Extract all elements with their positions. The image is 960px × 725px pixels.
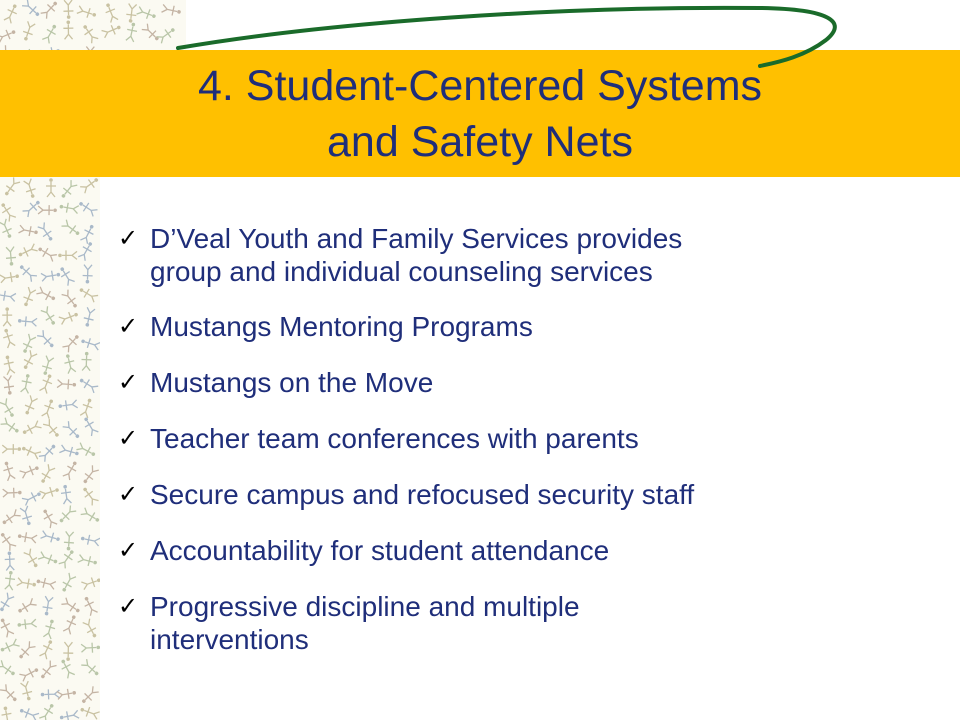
pattern-figure — [20, 443, 41, 460]
pattern-figure — [136, 6, 157, 22]
pattern-figure — [81, 352, 92, 371]
pattern-figure — [17, 577, 37, 590]
bullet-line: Progressive discipline and multiple — [150, 591, 580, 622]
bullet-text — [150, 222, 918, 288]
pattern-figure — [77, 240, 95, 261]
pattern-figure — [40, 0, 60, 19]
pattern-figure — [0, 706, 13, 720]
bullet-item — [118, 366, 918, 400]
pattern-figure — [61, 597, 82, 616]
pattern-figure — [62, 614, 79, 635]
pattern-figure — [62, 420, 82, 440]
pattern-figure — [63, 20, 73, 39]
pattern-figure — [81, 575, 100, 591]
pattern-figure — [81, 415, 99, 436]
pattern-figure — [80, 23, 99, 44]
pattern-figure — [59, 709, 79, 720]
bullet-line: interventions — [150, 624, 309, 655]
pattern-figure — [82, 265, 93, 284]
pattern-figure — [63, 531, 74, 550]
pattern-figure — [0, 218, 15, 239]
pattern-figure — [36, 330, 56, 351]
pattern-figure — [79, 704, 100, 720]
pattern-figure — [58, 399, 78, 412]
pattern-figure — [0, 417, 21, 436]
pattern-figure — [0, 530, 17, 551]
pattern-figure — [40, 306, 58, 327]
pattern-figure — [60, 484, 73, 504]
pattern-figure — [4, 551, 15, 570]
pattern-figure — [2, 444, 21, 454]
pattern-figure — [1, 327, 16, 348]
pattern-figure — [125, 22, 139, 42]
pattern-figure — [17, 262, 38, 282]
pattern-figure — [40, 530, 61, 545]
page-title — [0, 58, 960, 170]
pattern-figure — [1, 460, 16, 481]
pattern-figure — [79, 223, 96, 244]
pattern-figure — [2, 177, 21, 198]
pattern-figure — [103, 2, 119, 23]
pattern-figure — [16, 641, 36, 662]
pattern-figures-top — [100, 0, 186, 50]
pattern-figure — [59, 201, 79, 214]
pattern-figure — [58, 309, 79, 325]
pattern-figure — [42, 618, 57, 639]
bullet-list — [118, 222, 918, 678]
pattern-figure — [63, 353, 77, 374]
bullet-item — [118, 590, 918, 656]
pattern-figure — [81, 658, 100, 678]
pattern-figure — [35, 576, 56, 590]
pattern-figure — [39, 485, 60, 500]
pattern-figure — [58, 250, 77, 260]
pattern-figure — [58, 180, 78, 201]
pattern-figure — [101, 22, 122, 39]
pattern-figure — [20, 350, 38, 371]
bullet-line: D’Veal Youth and Family Services provides — [150, 223, 683, 254]
check-mark-icon: ✓ — [118, 481, 139, 508]
pattern-figure — [141, 23, 161, 43]
pattern-figure — [21, 21, 37, 42]
bullet-text: Mustangs Mentoring Programs — [150, 311, 533, 342]
bullet-text: Secure campus and refocused security staff — [150, 479, 695, 510]
pattern-figure — [80, 465, 99, 486]
pattern-figure — [0, 592, 15, 613]
pattern-figure — [0, 398, 17, 419]
pattern-figure — [78, 375, 99, 393]
pattern-figure — [156, 25, 177, 44]
pattern-figure — [36, 286, 57, 304]
pattern-figure — [21, 287, 37, 308]
pattern-figure — [21, 0, 42, 19]
pattern-figure — [20, 333, 37, 354]
pattern-figure — [19, 463, 40, 479]
pattern-figure — [61, 289, 80, 310]
bullet-item — [118, 478, 918, 512]
pattern-figure — [76, 442, 97, 460]
pattern-figure — [36, 244, 57, 262]
pattern-figure — [82, 618, 100, 639]
pattern-figure — [0, 290, 16, 303]
pattern-figure — [16, 597, 37, 615]
pattern-figure — [58, 548, 77, 569]
pattern-figure — [58, 658, 76, 679]
pattern-figure — [79, 397, 95, 418]
pattern-figure — [17, 531, 37, 544]
pattern-figure — [39, 638, 56, 659]
pattern-figure — [0, 617, 15, 638]
pattern-figure — [19, 506, 34, 527]
pattern-figure — [79, 686, 99, 706]
pattern-figure — [23, 178, 38, 199]
pattern-figure — [57, 379, 76, 390]
pattern-figure — [61, 219, 82, 238]
pattern-figure — [46, 178, 56, 197]
pattern-figure — [80, 507, 100, 525]
pattern-figure — [77, 199, 98, 218]
bullet-text: Accountability for student attendance — [150, 535, 610, 566]
pattern-figure — [77, 554, 98, 568]
bullet-text: Teacher team conferences with parents — [150, 423, 639, 454]
pattern-figure — [18, 224, 38, 237]
check-mark-icon: ✓ — [118, 593, 139, 620]
pattern-figure — [0, 27, 17, 44]
pattern-figure — [3, 3, 20, 24]
title-line-1: 4. Student-Centered Systems — [197, 62, 763, 110]
pattern-figure — [59, 444, 80, 459]
pattern-figure — [4, 570, 16, 590]
pattern-figure — [2, 355, 16, 375]
pattern-figure — [57, 688, 77, 701]
pattern-figure — [41, 689, 60, 700]
pattern-figure — [3, 487, 22, 498]
pattern-figure — [17, 618, 37, 630]
pattern-figure — [41, 269, 61, 282]
pattern-figure — [125, 3, 137, 23]
pattern-figure — [40, 355, 55, 376]
pattern-figure — [62, 332, 82, 353]
pattern-figure — [59, 572, 77, 593]
pattern-figure — [82, 307, 96, 328]
pattern-figure — [0, 271, 20, 284]
pattern-figure — [18, 705, 39, 720]
pattern-figure — [5, 246, 17, 266]
pattern-figure — [77, 285, 98, 303]
pattern-figure — [42, 419, 62, 440]
pattern-figure — [19, 665, 40, 682]
bullet-line: group and individual counseling services — [150, 256, 653, 287]
check-mark-icon: ✓ — [118, 425, 139, 452]
pattern-figure — [2, 375, 15, 395]
pattern-figure — [38, 464, 56, 485]
bullet-item — [118, 422, 918, 456]
pattern-figure — [0, 508, 21, 527]
pattern-figure — [0, 201, 17, 222]
pattern-figure — [38, 442, 58, 463]
bullet-text — [150, 590, 918, 656]
pattern-figure — [81, 595, 98, 616]
pattern-figure — [21, 420, 42, 438]
pattern-figure — [57, 505, 77, 525]
bullet-item — [118, 534, 918, 568]
pattern-figure — [81, 642, 100, 653]
check-mark-icon: ✓ — [118, 537, 139, 564]
title-line-2: and Safety Nets — [327, 118, 633, 166]
pattern-figure — [17, 243, 38, 260]
pattern-figure — [22, 395, 39, 416]
pattern-figure — [40, 507, 58, 528]
pattern-figure — [20, 373, 33, 393]
bullet-text: Mustangs on the Move — [150, 367, 434, 398]
pattern-figure — [62, 459, 80, 480]
pattern-figure — [80, 336, 100, 351]
pattern-figure — [41, 23, 59, 44]
check-mark-icon: ✓ — [118, 225, 139, 252]
pattern-figure — [41, 596, 54, 616]
pattern-figure — [38, 551, 59, 567]
decorative-pattern-top — [100, 0, 186, 50]
pattern-figure — [20, 681, 35, 702]
pattern-figure — [0, 660, 17, 679]
pattern-figure — [18, 316, 38, 328]
pattern-figure — [38, 205, 57, 215]
pattern-figure — [77, 5, 98, 20]
check-mark-icon: ✓ — [118, 369, 139, 396]
pattern-figure — [161, 3, 181, 17]
pattern-figure — [63, 642, 73, 661]
pattern-figure — [80, 175, 100, 194]
pattern-figure — [80, 485, 99, 506]
bullet-item — [118, 310, 918, 344]
pattern-figure — [38, 702, 56, 720]
pattern-figure — [37, 222, 56, 243]
pattern-figure — [41, 398, 57, 419]
check-mark-icon: ✓ — [118, 313, 139, 340]
pattern-figure — [2, 307, 12, 326]
pattern-figure — [39, 373, 55, 394]
pattern-figure — [80, 533, 100, 547]
pattern-figure — [0, 638, 20, 655]
pattern-figure — [63, 0, 74, 19]
pattern-figure — [38, 660, 57, 681]
bullet-item — [118, 222, 918, 288]
pattern-figure — [0, 684, 20, 704]
